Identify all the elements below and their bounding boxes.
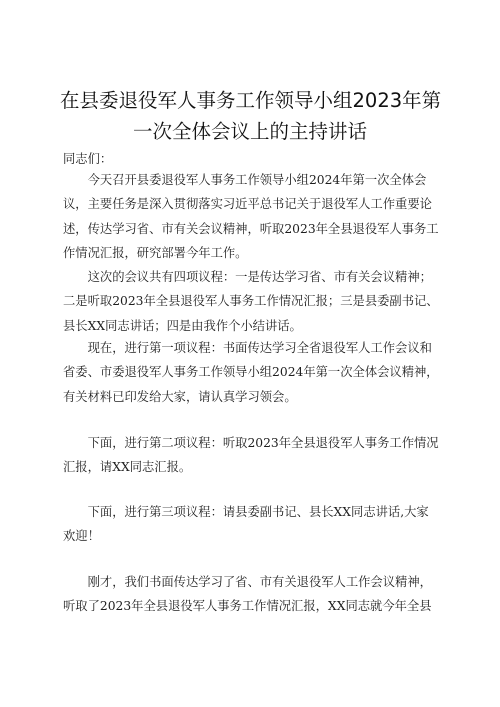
- paragraph-agenda: [63, 265, 438, 338]
- paragraph-agenda-item-3: [63, 500, 438, 549]
- paragraph-opening: [63, 168, 438, 266]
- paragraph-line: 作情况汇报，研究部署今年工作。: [63, 246, 248, 261]
- paragraph-line: 下面，进行第二项议程：听取2023年全县退役军人事务工作情况: [63, 436, 439, 450]
- paragraph-summary: [63, 570, 438, 619]
- paragraph-line: 议，主要任务是深入贯彻落实习近平总书记关于退役军人工作重要论: [63, 197, 432, 212]
- paragraph-agenda-item-1: [63, 336, 438, 409]
- paragraph-line: 听取了2023年全县退役军人事务工作情况汇报，XX同志就今年全县: [63, 599, 432, 614]
- title-line-1: 在县委退役军人事务工作领导小组2023年第: [60, 89, 442, 112]
- paragraph-line: 今天召开县委退役军人事务工作领导小组2024年第一次全体会: [63, 173, 427, 187]
- paragraph-line: 汇报，请XX同志汇报。: [63, 460, 192, 475]
- paragraph-line: 刚才，我们书面传达学习了省、市有关退役军人工作会议精神，: [63, 575, 432, 589]
- document-title: [60, 85, 440, 147]
- paragraph-line: 有关材料已印发给大家，请认真学习领会。: [63, 389, 297, 404]
- paragraph-line: 省委、市委退役军人事务工作领导小组2024年第一次全体会议精神，: [63, 365, 439, 380]
- salutation: 同志们：: [63, 152, 113, 166]
- paragraph-line: 现在，进行第一项议程：书面传达学习全省退役军人工作会议和: [63, 341, 432, 355]
- paragraph-line: 二是听取2023年全县退役军人事务工作情况汇报；三是县委副书记、: [63, 294, 439, 309]
- paragraph-line: 下面，进行第三项议程：请县委副书记、县长XX同志讲话,大家: [63, 505, 429, 519]
- paragraph-line: 县长XX同志讲话；四是由我作个小结讲话。: [63, 318, 302, 333]
- paragraph-line: 欢迎！: [63, 529, 100, 544]
- paragraph-line: 述，传达学习省、市有关会议精神，听取2023年全县退役军人事务工: [63, 221, 439, 236]
- paragraph-line: 这次的会议共有四项议程：一是传达学习省、市有关会议精神；: [63, 270, 432, 284]
- title-line-2: 一次全体会议上的主持讲话: [132, 120, 367, 143]
- paragraph-agenda-item-2: [63, 431, 438, 480]
